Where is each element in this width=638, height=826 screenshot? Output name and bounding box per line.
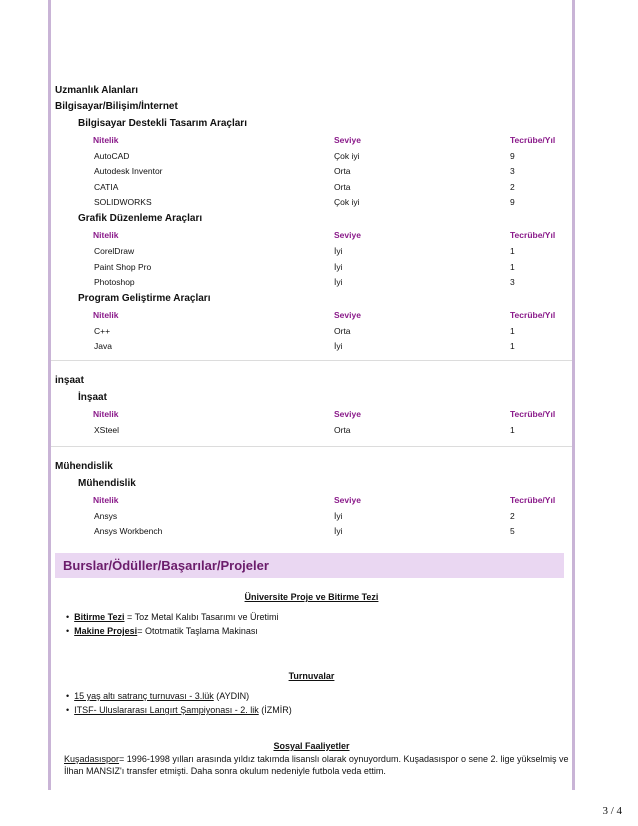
table-cell-skill: CorelDraw: [94, 246, 135, 257]
awards-band: [55, 553, 564, 578]
column-header-level: Seviye: [334, 310, 361, 321]
column-header-skill: Nitelik: [93, 135, 119, 145]
table-cell-level: Orta: [334, 425, 351, 435]
table-cell-level: Orta: [334, 166, 351, 177]
section-divider: [51, 360, 572, 361]
table-cell-level: Orta: [334, 181, 351, 192]
table-cell-skill: Ansys: [94, 511, 118, 521]
social-heading: Sosyal Faaliyetler: [273, 741, 350, 751]
table-cell-level: İyi: [334, 246, 343, 257]
social-paragraph: Kuşadasıspor= 1996-1998 yılları arasında yıldız takımda lisanslı olarak oynuyordum. Kuşadasıspor o sene 2. lige yükselmiş ve İlhan MANSIZ'ı transfer etmişti. Daha sonra okulum nedeniyle futbola veda ettim.: [64, 754, 569, 776]
page-number: 3 / 4: [602, 805, 622, 817]
table-cell-skill: SOLIDWORKS: [94, 196, 152, 207]
table-cell-years: 9: [510, 196, 515, 207]
table-cell-skill: Autodesk Inventor: [94, 166, 163, 177]
area-heading: inşaat: [55, 375, 84, 386]
table-cell-years: 3: [510, 276, 515, 287]
table-cell-level: İyi: [334, 526, 343, 537]
awards-title: Burslar/Ödüller/Başarılar/Projeler: [63, 558, 269, 573]
table-cell-level: İyi: [334, 276, 343, 287]
column-header-years: Tecrübe/Yıl: [510, 135, 556, 145]
column-header-level: Seviye: [334, 495, 361, 505]
column-header-level: Seviye: [334, 135, 361, 145]
table-cell-level: İyi: [334, 341, 343, 352]
list-item: • 15 yaş altı satranç turnuvası - 3.lük (AYDIN): [66, 691, 250, 701]
list-item: • Bitirme Tezi = Toz Metal Kalıbı Tasarımı ve Üretimi: [66, 612, 279, 622]
table-cell-skill: Ansys Workbench: [94, 526, 163, 537]
table-cell-skill: CATIA: [94, 181, 119, 192]
tournaments-heading: Turnuvalar: [288, 671, 335, 681]
table-cell-years: 1: [510, 261, 515, 272]
table-cell-skill: Java: [94, 341, 112, 352]
column-header-years: Tecrübe/Yıl: [510, 310, 556, 321]
column-header-years: Tecrübe/Yıl: [510, 495, 556, 505]
subgroup-heading: İnşaat: [78, 392, 107, 403]
table-cell-skill: AutoCAD: [94, 151, 130, 161]
section-divider: [51, 446, 572, 447]
table-cell-skill: Paint Shop Pro: [94, 261, 152, 272]
table-cell-years: 2: [510, 511, 515, 521]
table-cell-years: 1: [510, 326, 515, 337]
table-cell-level: İyi: [334, 261, 343, 272]
table-cell-level: Çok iyi: [334, 196, 360, 207]
table-cell-years: 1: [510, 341, 515, 352]
area-heading: Mühendislik: [55, 461, 113, 472]
university-heading: Üniversite Proje ve Bitirme Tezi: [244, 592, 379, 602]
table-cell-years: 1: [510, 425, 515, 435]
table-cell-skill: XSteel: [94, 425, 120, 435]
column-header-level: Seviye: [334, 230, 361, 241]
list-item: • Makine Projesi= Ototmatik Taşlama Makinası: [66, 626, 258, 636]
table-cell-skill: Photoshop: [94, 276, 135, 287]
table-cell-level: Orta: [334, 326, 351, 337]
table-cell-years: 1: [510, 246, 515, 257]
column-header-years: Tecrübe/Yıl: [510, 409, 556, 419]
column-header-level: Seviye: [334, 409, 361, 419]
subgroup-heading: Program Geliştirme Araçları: [78, 293, 211, 305]
table-cell-skill: C++: [94, 326, 111, 337]
table-cell-years: 9: [510, 151, 515, 161]
column-header-years: Tecrübe/Yıl: [510, 230, 556, 241]
column-header-skill: Nitelik: [93, 409, 119, 419]
column-header-skill: Nitelik: [93, 310, 119, 321]
area-heading: Bilgisayar/Bilişim/İnternet: [55, 101, 178, 112]
column-header-skill: Nitelik: [93, 495, 119, 505]
table-cell-years: 2: [510, 181, 515, 192]
column-header-skill: Nitelik: [93, 230, 119, 241]
subgroup-heading: Bilgisayar Destekli Tasarım Araçları: [78, 118, 247, 129]
list-item: • ITSF- Uluslararası Langırt Şampiyonası - 2. lik (İZMİR): [66, 705, 292, 715]
expertise-heading: Uzmanlık Alanları: [55, 85, 138, 96]
table-cell-level: İyi: [334, 511, 343, 521]
subgroup-heading: Grafik Düzenleme Araçları: [78, 213, 203, 225]
table-cell-years: 5: [510, 526, 515, 537]
table-cell-years: 3: [510, 166, 515, 177]
subgroup-heading: Mühendislik: [78, 478, 136, 489]
table-cell-level: Çok iyi: [334, 151, 360, 161]
